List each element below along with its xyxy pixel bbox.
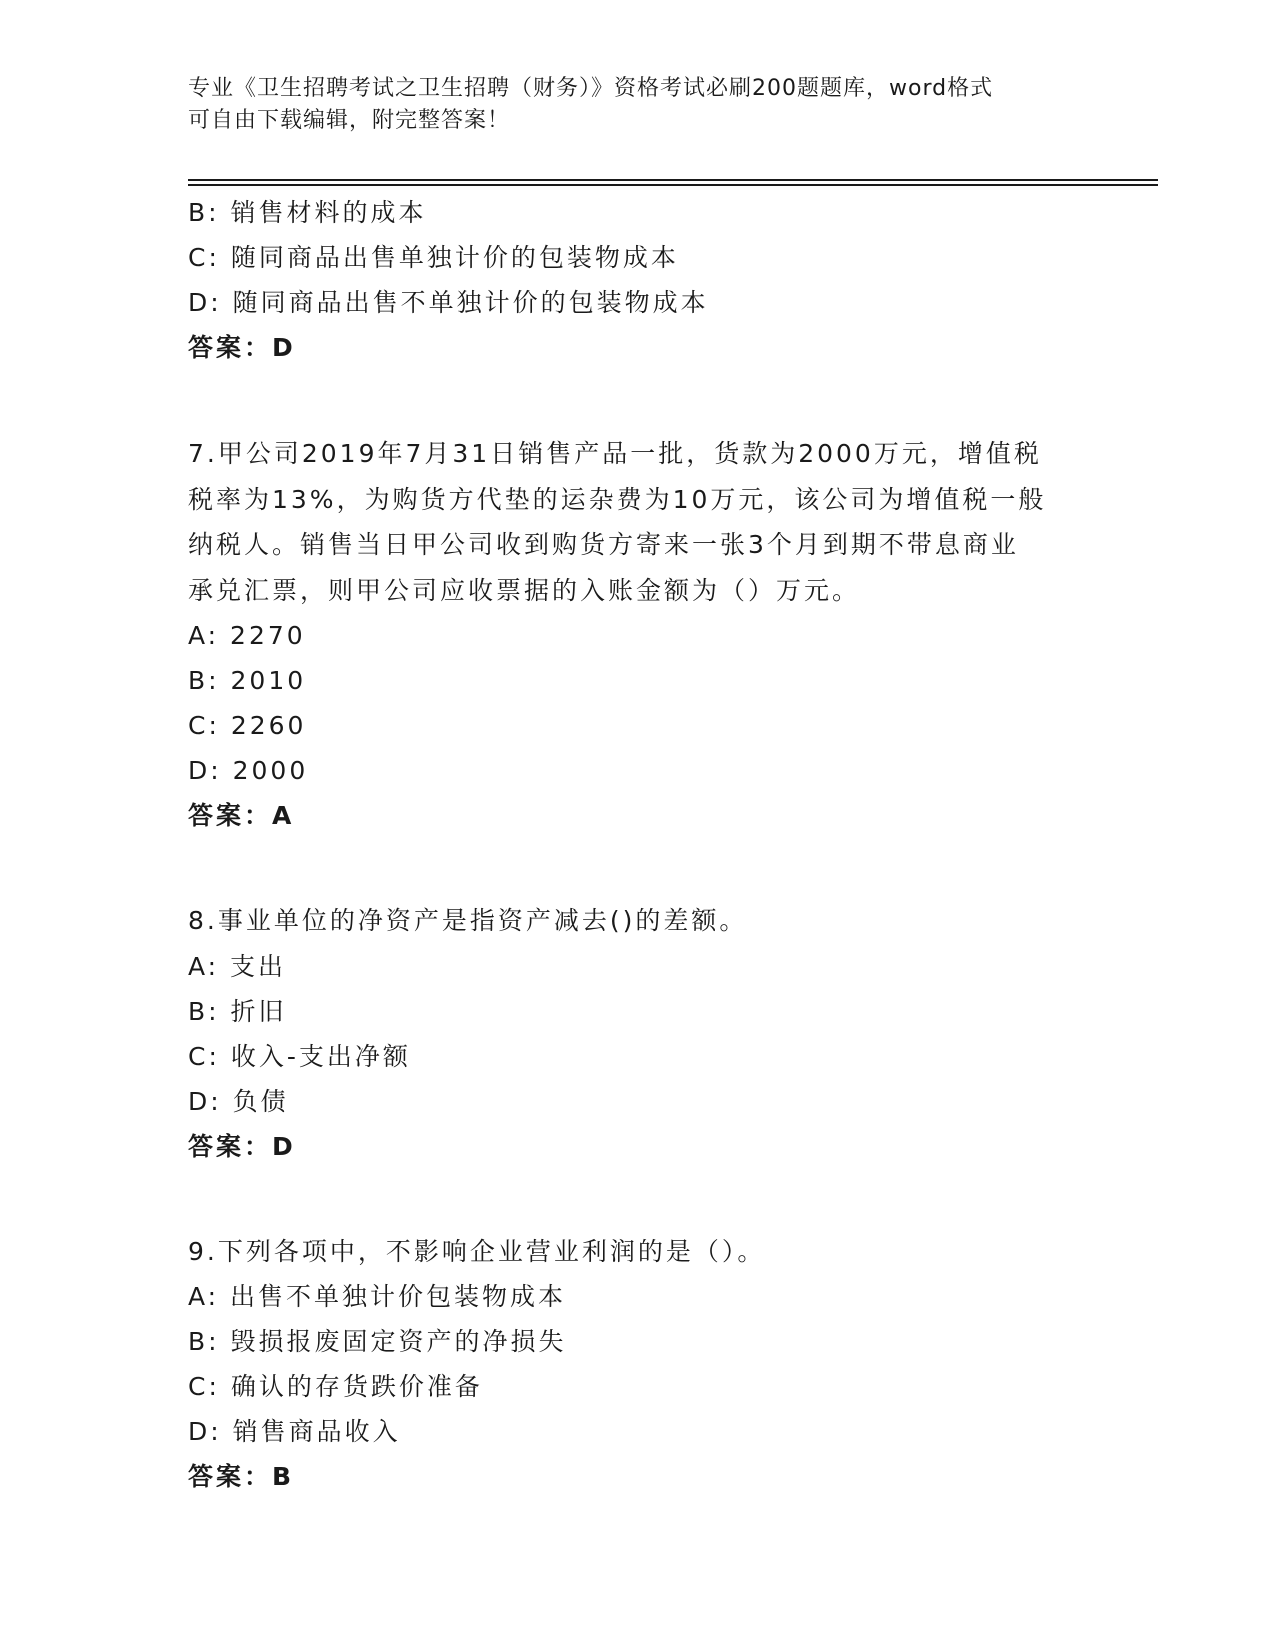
option-c: C: 2260 [188,711,307,740]
option-b: B: 销售材料的成本 [188,198,427,227]
spacer [188,838,1088,898]
option-d: D: 2000 [188,756,309,785]
question-content [188,190,1088,1499]
option-b: B: 毁损报废固定资产的净损失 [188,1327,567,1356]
answer-label: 答案：A [188,801,295,830]
question-text: 9.下列各项中，不影响企业营业利润的是（）。 [188,1236,766,1266]
document-header [188,73,1088,137]
question-text: 7.甲公司2019年7月31日销售产品一批，货款为2000万元，增值税 税率为13%，为购货方代垫的运杂费为10万元，该公司为增值税一般 纳税人。销售当日甲公司收到购货方寄来一张3个月到期不带息商业 承兑汇票，则甲公司应收票据的入账金额为（）万元。 [188,439,1047,605]
header-divider-bottom [188,184,1158,186]
question-text: 8.事业单位的净资产是指资产减去()的差额。 [188,906,748,935]
header-divider-top [188,179,1158,181]
header-line-2: 可自由下载编辑，附完整答案！ [188,108,511,133]
option-d: D: 负债 [188,1086,289,1116]
question-9 [188,1229,1088,1500]
question-7 [188,431,1088,838]
spacer [188,1169,1088,1229]
previous-question-block [188,190,1088,370]
option-c: C: 收入-支出净额 [188,1041,411,1071]
option-b: B: 折旧 [188,996,287,1026]
answer-label: 答案：D [188,333,296,362]
option-a: A: 2270 [188,621,306,650]
option-d: D: 销售商品收入 [188,1417,401,1446]
question-8 [188,898,1088,1169]
option-c: C: 确认的存货跌价准备 [188,1372,483,1401]
option-a: A: 出售不单独计价包装物成本 [188,1282,567,1311]
answer-label: 答案：B [188,1462,295,1491]
answer-label: 答案：D [188,1131,296,1161]
header-line-1: 专业《卫生招聘考试之卫生招聘（财务）》资格考试必刷200题题库，word格式 [188,76,994,101]
spacer [188,370,1088,431]
option-c: C: 随同商品出售单独计价的包装物成本 [188,243,679,272]
option-a: A: 支出 [188,951,287,981]
option-d: D: 随同商品出售不单独计价的包装物成本 [188,288,709,317]
option-b: B: 2010 [188,666,307,695]
